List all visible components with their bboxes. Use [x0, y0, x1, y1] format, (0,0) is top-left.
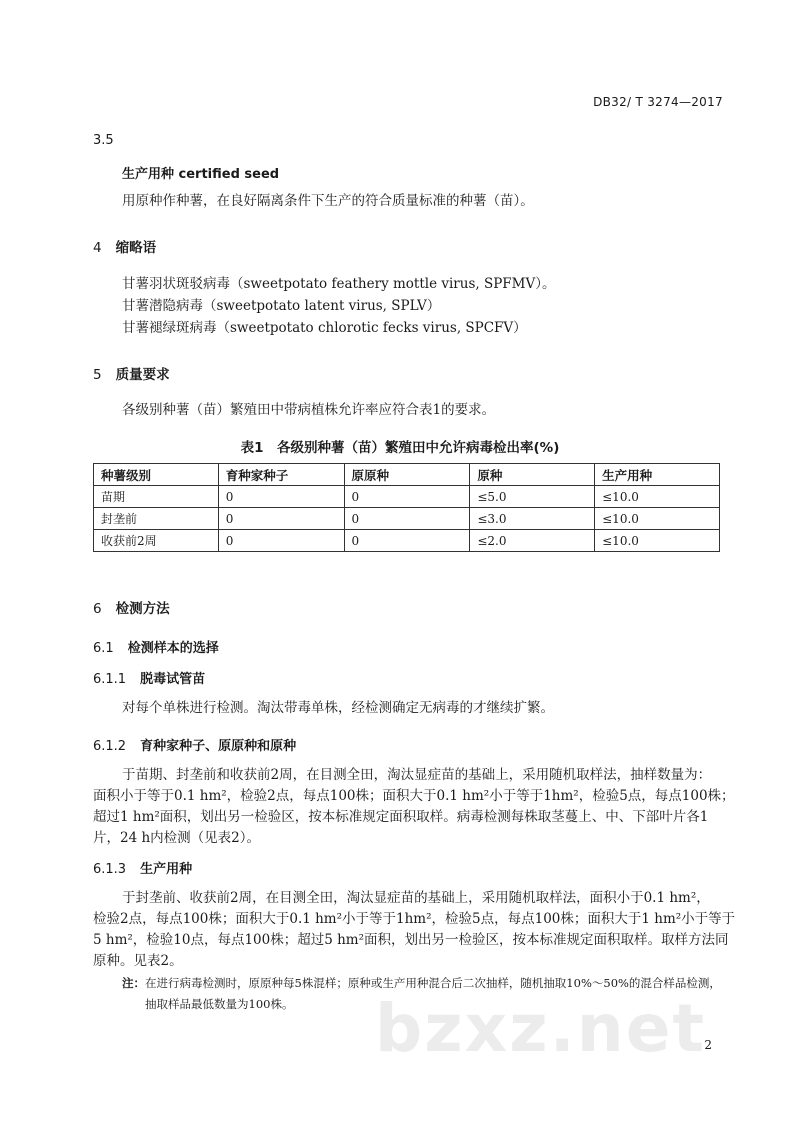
table-cell: ≤10.0 — [595, 530, 720, 552]
table-cell: ≤10.0 — [595, 508, 720, 530]
paragraph-line: 面积小于等于0.1 hm²，检验2点，每点100株；面积大于0.1 hm²小于等于1hm²，检验5点，每点100株； — [93, 788, 735, 804]
section-3-5-number: 3.5 — [93, 133, 114, 148]
table-cell: 0 — [218, 508, 344, 530]
table-1 — [93, 463, 720, 552]
note-line: 抽取样品最低数量为100株。 — [145, 997, 294, 1011]
table-cell: 0 — [218, 486, 344, 508]
table-row — [94, 530, 720, 552]
table-cell: 0 — [218, 530, 344, 552]
section-5-heading — [93, 363, 170, 383]
paragraph-line: 5 hm²，检验10点，每点100株；超过5 hm²面积，划出另一检验区，按本标准规定面积取样。取样方法同 — [93, 932, 729, 948]
watermark: bzxz.net — [375, 990, 707, 1067]
section-6-heading — [93, 597, 170, 617]
note-line: 在进行病毒检测时，原原种每5株混样；原种或生产用种混合后二次抽样，随机抽取10%～50%的混合样品检测， — [145, 976, 721, 990]
table-header-cell: 种薯级别 — [94, 464, 219, 486]
table-cell: ≤5.0 — [470, 486, 595, 508]
page-number: 2 — [704, 1038, 712, 1052]
paragraph-line: 原种。见表2。 — [93, 953, 183, 969]
standard-code: DB32/ T 3274—2017 — [593, 95, 723, 109]
section-5-number: 5 — [93, 367, 102, 383]
paragraph-line: 超过1 hm²面积，划出另一检验区，按本标准规定面积取样。病毒检测每株取茎蔓上、中、下部叶片各1 — [93, 809, 709, 825]
section-4-title: 缩略语 — [115, 240, 157, 256]
section-6-title: 检测方法 — [115, 601, 170, 617]
table-cell: 苗期 — [94, 486, 219, 508]
section-6-1-2-number: 6.1.2 — [93, 739, 127, 754]
section-6-1-3-title: 生产用种 — [140, 862, 193, 877]
table-header-cell: 原原种 — [344, 464, 470, 486]
table-cell: 0 — [344, 486, 470, 508]
section-6-1-number: 6.1 — [93, 641, 114, 656]
section-6-1-heading — [93, 637, 219, 656]
table-cell: 0 — [344, 508, 470, 530]
table-row — [94, 508, 720, 530]
table-1-caption: 表1 各级别种薯（苗）繁殖田中允许病毒检出率(%) — [240, 440, 560, 456]
table-cell: 0 — [344, 530, 470, 552]
table-cell: ≤10.0 — [595, 486, 720, 508]
section-6-1-3-heading — [93, 858, 192, 877]
paragraph-line: 片，24 h内检测（见表2）。 — [93, 830, 261, 846]
section-6-1-2-heading — [93, 735, 296, 754]
section-6-1-1-title: 脱毒试管苗 — [140, 672, 206, 687]
table-header-row — [94, 464, 720, 486]
abbreviation-item: 甘薯褪绿斑病毒（sweetpotato chlorotic fecks virus, SPCFV） — [122, 320, 527, 336]
table-header-cell: 原种 — [470, 464, 595, 486]
section-5-title: 质量要求 — [115, 367, 170, 383]
table-cell: ≤2.0 — [470, 530, 595, 552]
section-3-5-term: 生产用种 certified seed — [122, 167, 280, 182]
paragraph-line: 于苗期、封垄前和收获前2周，在目测全田，淘汰显症苗的基础上，采用随机取样法，抽样数量为： — [122, 767, 712, 783]
table-cell: 封垄前 — [94, 508, 219, 530]
paragraph-line: 检验2点，每点100株；面积大于0.1 hm²小于等于1hm²，检验5点，每点100株；面积大于1 hm²小于等于 — [93, 911, 736, 927]
paragraph-line: 于封垄前、收获前2周，在目测全田，淘汰显症苗的基础上，采用随机取样法，面积小于0.1 hm²， — [122, 890, 710, 906]
section-6-number: 6 — [93, 601, 102, 617]
abbreviation-item: 甘薯羽状斑驳病毒（sweetpotato feathery mottle virus, SPFMV）。 — [122, 276, 556, 292]
table-header-cell: 生产用种 — [595, 464, 720, 486]
note-label: 注： — [122, 976, 145, 990]
section-3-5-definition: 用原种作种薯，在良好隔离条件下生产的符合质量标准的种薯（苗）。 — [122, 193, 534, 209]
section-6-1-1-number: 6.1.1 — [93, 672, 127, 687]
table-cell: ≤3.0 — [470, 508, 595, 530]
table-header-cell: 育种家种子 — [218, 464, 344, 486]
section-6-1-1-text: 对每个单株进行检测。淘汰带毒单株，经检测确定无病毒的才继续扩繁。 — [122, 700, 554, 716]
section-5-text: 各级别种薯（苗）繁殖田中带病植株允许率应符合表1的要求。 — [122, 402, 496, 418]
section-6-1-1-heading — [93, 668, 205, 687]
abbreviation-item: 甘薯潜隐病毒（sweetpotato latent virus, SPLV） — [122, 298, 441, 314]
table-cell: 收获前2周 — [94, 530, 219, 552]
section-6-1-2-title: 育种家种子、原原种和原种 — [140, 739, 297, 754]
section-4-heading — [93, 236, 156, 256]
section-4-number: 4 — [93, 240, 102, 256]
section-6-1-3-number: 6.1.3 — [93, 862, 127, 877]
table-row — [94, 486, 720, 508]
section-6-1-title: 检测样本的选择 — [127, 641, 219, 656]
